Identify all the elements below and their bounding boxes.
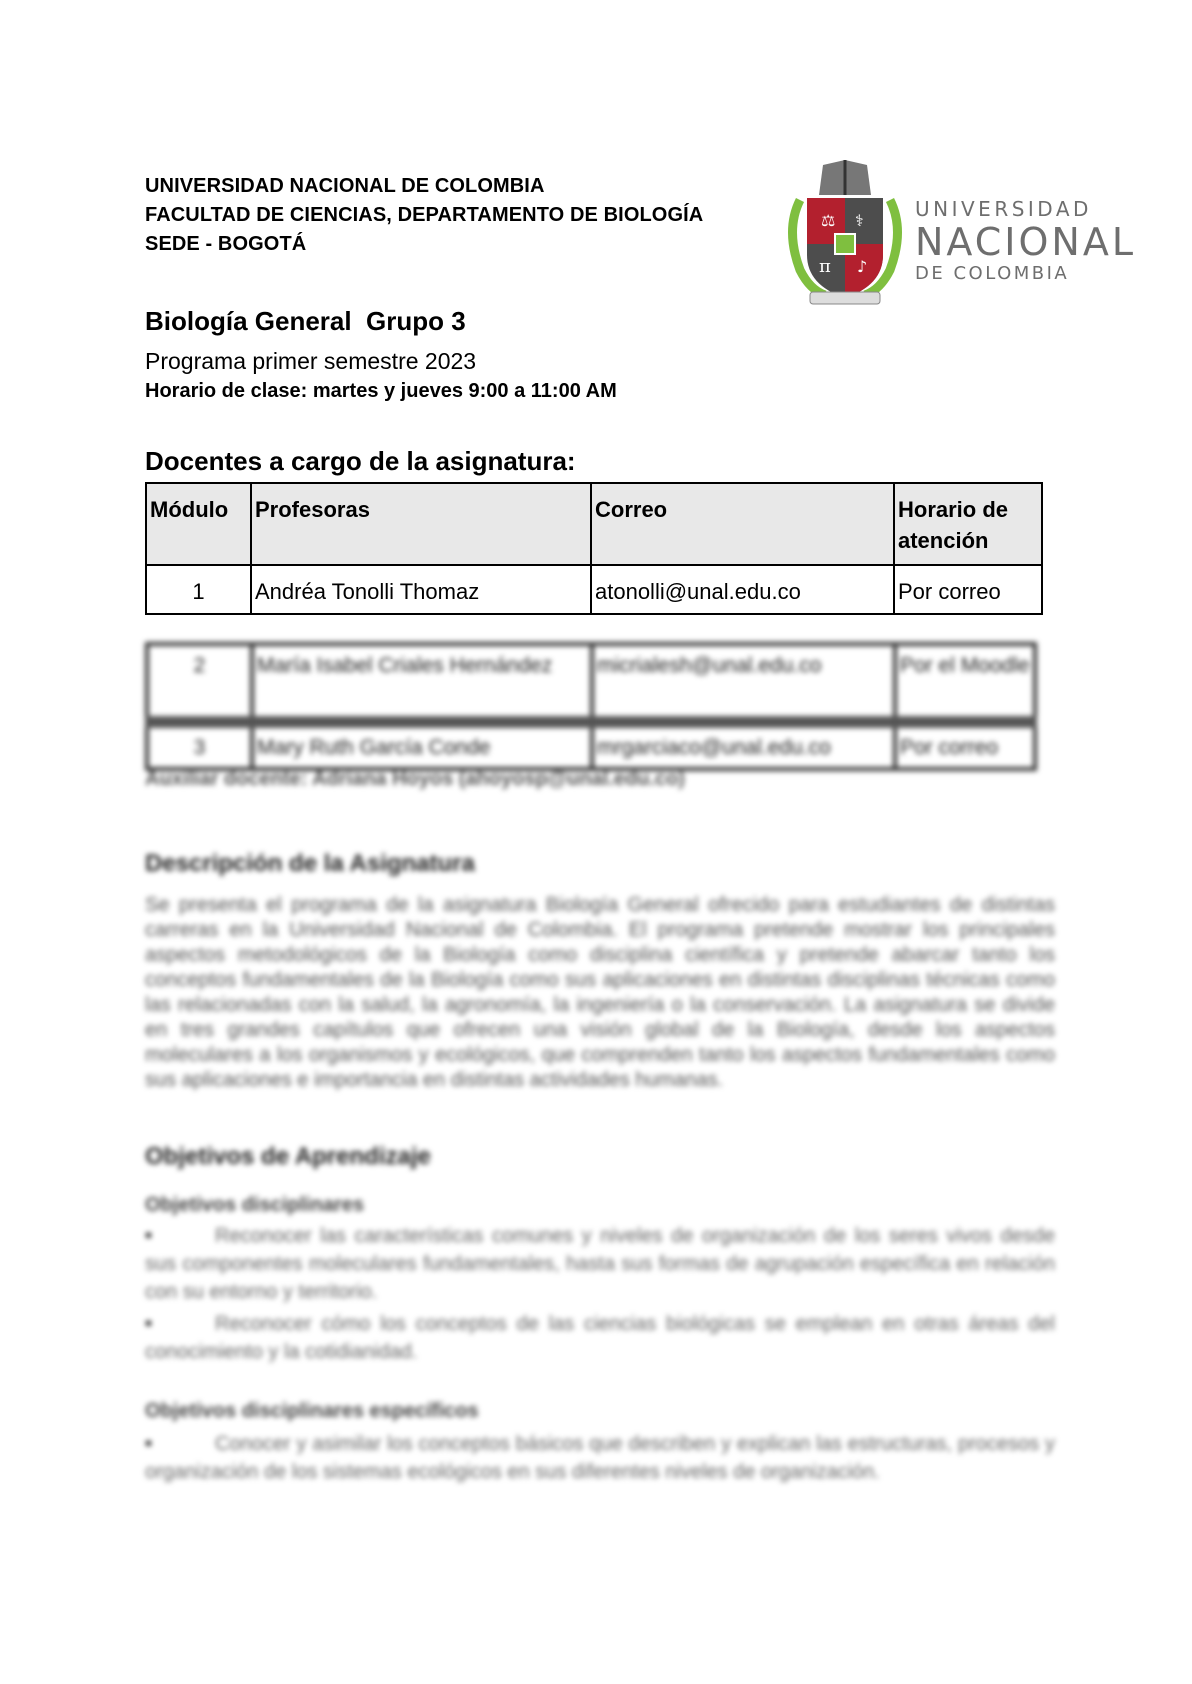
cell-correo[interactable]: atonolli@unal.edu.co	[591, 565, 894, 614]
wordmark-line: NACIONAL	[915, 220, 1136, 264]
cell-profesora: Mary Ruth García Conde	[252, 722, 592, 769]
cell-horario: Por el Moodle	[895, 644, 1035, 722]
list-item-text: Reconocer las características comunes y niveles de organización de los seres vivos desde sus componentes moleculares fundamentales, hasta sus formas de agrupación específica en relación con su entorno y territorio.	[145, 1225, 1055, 1303]
bullet-icon: •	[145, 1433, 153, 1455]
list-item	[145, 1222, 1055, 1306]
cell-modulo: 1	[146, 565, 251, 614]
cell-profesora: Andréa Tonolli Thomaz	[251, 565, 591, 614]
cell-horario: Por correo	[895, 722, 1035, 769]
list-item	[145, 1430, 1055, 1486]
list-item-text: Conocer y asimilar los conceptos básicos que describen y explican las estructuras, procesos y organización de los sistemas ecológicos en sus diferentes niveles de organización.	[145, 1433, 1055, 1483]
coat-of-arms-icon	[785, 160, 905, 310]
auxiliar-docente: Auxiliar docente: Adriana Hoyos (ahoyosp@unal.edu.co)	[145, 768, 685, 790]
objetivos-disciplinares-heading: Objetivos disciplinares	[145, 1194, 364, 1216]
column-header: Módulo	[146, 483, 251, 565]
institution-line: FACULTAD DE CIENCIAS, DEPARTAMENTO DE BIOLOGÍA	[145, 204, 704, 226]
cell-modulo: 2	[147, 644, 252, 722]
list-item-text: Reconocer cómo los conceptos de las ciencias biológicas se emplean en otras áreas del conocimiento y la cotidianidad.	[145, 1313, 1055, 1363]
objetivos-especificos-heading: Objetivos disciplinares específicos	[145, 1400, 479, 1422]
objetivos-heading: Objetivos de Aprendizaje	[145, 1143, 431, 1170]
cell-correo: micrialesh@unal.edu.co	[592, 644, 895, 722]
cell-horario: Por correo	[894, 565, 1042, 614]
svg-text:⚖: ⚖	[821, 211, 836, 230]
docentes-heading: Docentes a cargo de la asignatura:	[145, 446, 576, 476]
university-wordmark	[915, 198, 1136, 284]
table-row	[147, 644, 1035, 722]
institution-line: UNIVERSIDAD NACIONAL DE COLOMBIA	[145, 175, 545, 197]
list-item	[145, 1310, 1055, 1366]
bullet-icon: •	[145, 1313, 153, 1335]
svg-text:π: π	[819, 256, 831, 277]
wordmark-line: UNIVERSIDAD	[915, 197, 1092, 221]
descripcion-text: Se presenta el programa de la asignatura Biología General ofrecido para estudiantes de distintas carreras en la Universidad Nacional de Colombia. El programa pretende mostrar los principales aspectos metodológicos de la Biología como disciplina científica y pretende abarcar tanto los conceptos fundamentales de la Biología como sus aplicaciones en distintas disciplinas técnicas como las relacionadas con la salud, la agronomía, la ingeniería o la conservación. La asignatura se divide en tres grandes capítulos que ofrecen una visión global de la Biología, desde los aspectos moleculares a los organismos y ecológicos, que comprenden tanto los aspectos fundamentales como sus aplicaciones e importancia en distintas actividades humanas.	[145, 894, 1055, 1091]
column-header: Profesoras	[251, 483, 591, 565]
column-header: Correo	[591, 483, 894, 565]
institution-header	[145, 172, 703, 259]
column-header: Horario de atención	[894, 483, 1042, 565]
svg-text:⚕: ⚕	[855, 211, 864, 230]
table-row	[146, 565, 1042, 614]
table-header-row	[146, 483, 1042, 565]
table-row	[147, 722, 1035, 769]
svg-text:♪: ♪	[857, 257, 868, 276]
course-title: Biología General Grupo 3	[145, 306, 466, 336]
course-subtitle: Programa primer semestre 2023	[145, 348, 477, 374]
institution-line: SEDE - BOGOTÁ	[145, 233, 307, 255]
docentes-table-blurred	[145, 642, 1037, 771]
class-schedule: Horario de clase: martes y jueves 9:00 a 11:00 AM	[145, 380, 617, 402]
wordmark-line: DE COLOMBIA	[915, 263, 1070, 284]
docentes-table	[145, 482, 1043, 615]
descripcion-heading: Descripción de la Asignatura	[145, 850, 475, 877]
bullet-icon: •	[145, 1225, 153, 1247]
cell-modulo: 3	[147, 722, 252, 769]
cell-correo: mrgarciaco@unal.edu.co	[592, 722, 895, 769]
cell-profesora: María Isabel Criales Hernández	[252, 644, 592, 722]
